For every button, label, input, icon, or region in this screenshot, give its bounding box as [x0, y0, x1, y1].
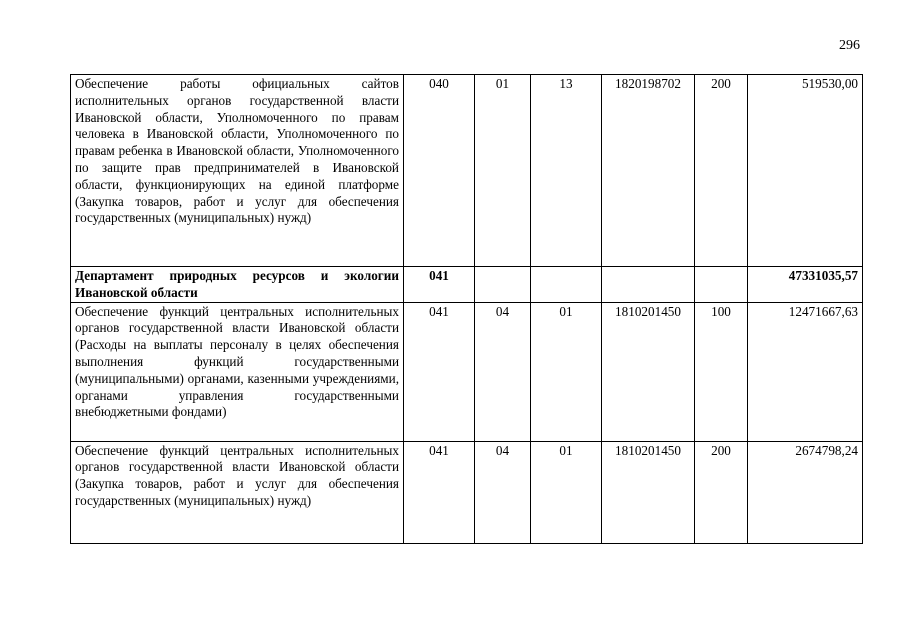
- row-description: Обеспечение функций центральных исполнительных органов государственной власти Ивановской области (Закупка товаров, работ и услуг для обеспечения государственных (муниципальных) нужд): [71, 441, 404, 543]
- row-description: Обеспечение работы официальных сайтов исполнительных органов государственной власти Ивановской области, Уполномоченного по правам человека в Ивановской области, Уполномоченного по правам ребенка в Ивановской области, Уполномоченного по защите прав предпринимателей в Ивановской области, функционирующих на единой платформе (Закупка товаров, работ и услуг для обеспечения государственных (муниципальных) нужд): [71, 75, 404, 267]
- row-description: Департамент природных ресурсов и экологии Ивановской области: [71, 267, 404, 303]
- row-section-code: [475, 267, 531, 303]
- row-subsection-code: 01: [531, 441, 602, 543]
- row-expense-type-code: 200: [695, 441, 748, 543]
- row-amount: 47331035,57: [748, 267, 863, 303]
- table-row: [71, 267, 863, 303]
- table-row: [71, 441, 863, 543]
- row-expense-type-code: 200: [695, 75, 748, 267]
- budget-table: [70, 74, 863, 544]
- row-target-article-code: 1810201450: [602, 441, 695, 543]
- row-amount: 2674798,24: [748, 441, 863, 543]
- table-row: [71, 75, 863, 267]
- row-target-article-code: 1820198702: [602, 75, 695, 267]
- row-department-code: 040: [404, 75, 475, 267]
- row-expense-type-code: 100: [695, 302, 748, 441]
- row-section-code: 01: [475, 75, 531, 267]
- row-section-code: 04: [475, 302, 531, 441]
- row-amount: 519530,00: [748, 75, 863, 267]
- row-target-article-code: 1810201450: [602, 302, 695, 441]
- page-number: 296: [839, 38, 860, 53]
- table-row: [71, 302, 863, 441]
- row-expense-type-code: [695, 267, 748, 303]
- row-amount: 12471667,63: [748, 302, 863, 441]
- row-section-code: 04: [475, 441, 531, 543]
- row-description: Обеспечение функций центральных исполнительных органов государственной власти Ивановской области (Расходы на выплаты персоналу в целях обеспечения выполнения функций государственными (муниципальными) органами, казенными учреждениями, органами управления государственными внебюджетными фондами): [71, 302, 404, 441]
- row-department-code: 041: [404, 441, 475, 543]
- row-department-code: 041: [404, 267, 475, 303]
- row-department-code: 041: [404, 302, 475, 441]
- row-subsection-code: 13: [531, 75, 602, 267]
- row-target-article-code: [602, 267, 695, 303]
- row-subsection-code: [531, 267, 602, 303]
- row-subsection-code: 01: [531, 302, 602, 441]
